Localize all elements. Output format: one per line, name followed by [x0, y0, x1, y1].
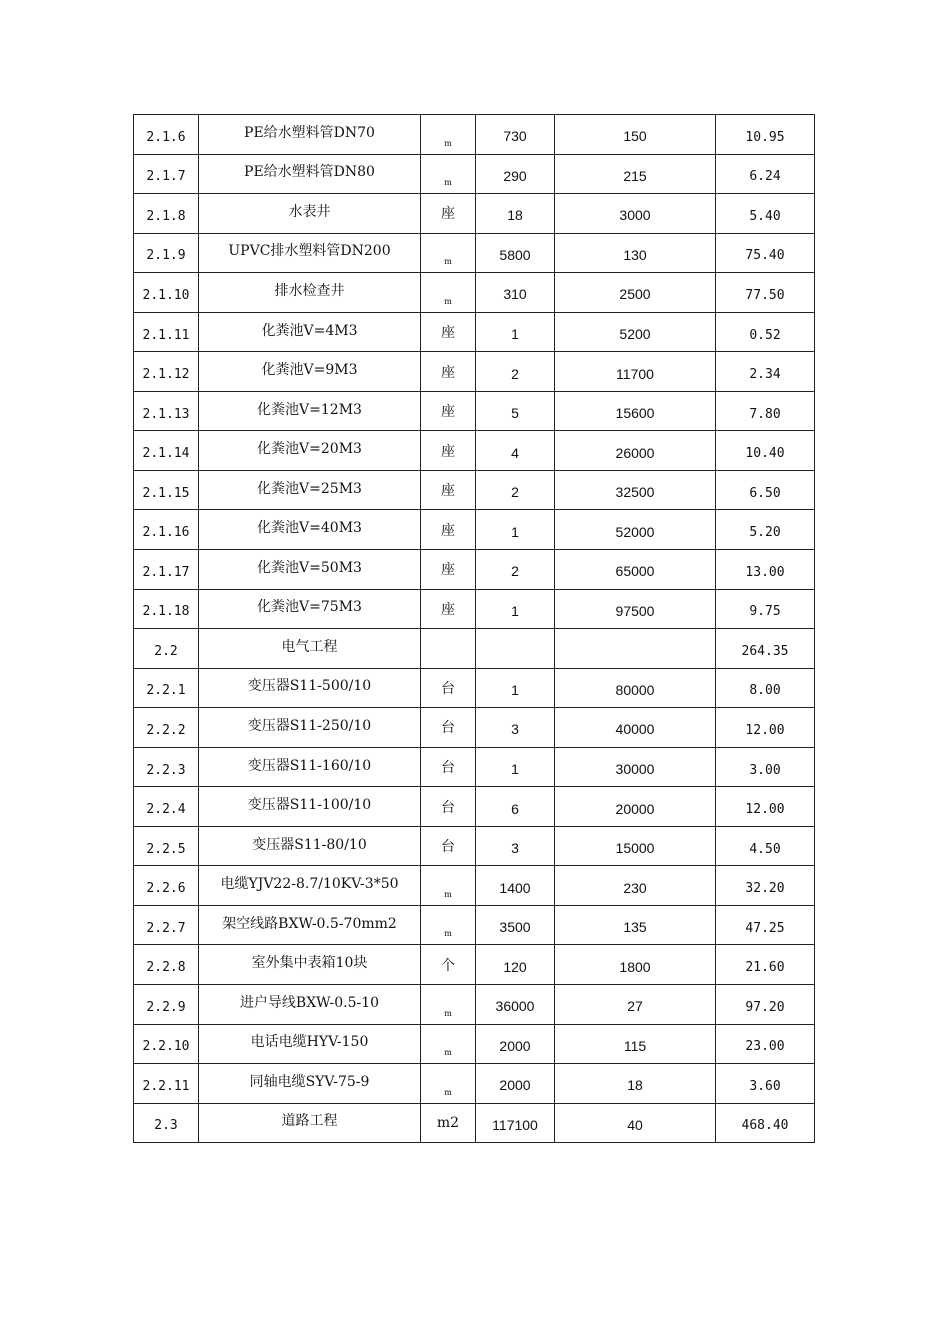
unit-cell: 台: [421, 747, 476, 787]
item-name-cell: 化粪池V=12M3: [199, 391, 421, 431]
item-name-cell: PE给水塑料管DN80: [199, 154, 421, 194]
table-row: [134, 866, 815, 906]
unit-cell: 个: [421, 945, 476, 985]
item-code-cell: 2.2.7: [134, 905, 199, 945]
unit-cell: m: [421, 985, 476, 1025]
table-row: [134, 787, 815, 827]
item-name-cell: 进户导线BXW-0.5-10: [199, 985, 421, 1025]
unit-cell: m: [421, 154, 476, 194]
total-cell: 2.34: [716, 352, 815, 392]
table-row: [134, 1024, 815, 1064]
total-cell: 6.24: [716, 154, 815, 194]
unit-price-cell: 3000: [555, 194, 716, 234]
unit-cell: m2: [421, 1103, 476, 1143]
item-name-cell: 电缆YJV22-8.7/10KV-3*50: [199, 866, 421, 906]
table-row: [134, 154, 815, 194]
table-body: [134, 115, 815, 1143]
table-row: [134, 589, 815, 629]
item-code-cell: 2.2: [134, 629, 199, 669]
unit-price-cell: [555, 629, 716, 669]
item-code-cell: 2.1.10: [134, 273, 199, 313]
total-cell: 12.00: [716, 708, 815, 748]
unit-cell: 台: [421, 787, 476, 827]
unit-cell: 座: [421, 431, 476, 471]
unit-price-cell: 15000: [555, 826, 716, 866]
unit-price-cell: 2500: [555, 273, 716, 313]
unit-price-cell: 130: [555, 233, 716, 273]
item-name-cell: 化粪池V=20M3: [199, 431, 421, 471]
quantity-cell: 1400: [476, 866, 555, 906]
table-row: [134, 1103, 815, 1143]
item-name-cell: 水表井: [199, 194, 421, 234]
item-code-cell: 2.1.9: [134, 233, 199, 273]
item-name-cell: PE给水塑料管DN70: [199, 115, 421, 155]
unit-price-cell: 40000: [555, 708, 716, 748]
total-cell: 77.50: [716, 273, 815, 313]
unit-price-cell: 115: [555, 1024, 716, 1064]
cost-estimate-table: [133, 114, 815, 1143]
total-cell: 13.00: [716, 550, 815, 590]
quantity-cell: 1: [476, 668, 555, 708]
total-cell: 6.50: [716, 470, 815, 510]
item-code-cell: 2.2.3: [134, 747, 199, 787]
quantity-cell: 2: [476, 550, 555, 590]
table-row: [134, 470, 815, 510]
unit-price-cell: 15600: [555, 391, 716, 431]
unit-price-cell: 11700: [555, 352, 716, 392]
unit-cell: 座: [421, 312, 476, 352]
item-name-cell: 变压器S11-250/10: [199, 708, 421, 748]
total-cell: 0.52: [716, 312, 815, 352]
quantity-cell: 2: [476, 352, 555, 392]
item-name-cell: 同轴电缆SYV-75-9: [199, 1064, 421, 1104]
quantity-cell: 18: [476, 194, 555, 234]
total-cell: 97.20: [716, 985, 815, 1025]
quantity-cell: 5: [476, 391, 555, 431]
quantity-cell: 5800: [476, 233, 555, 273]
item-name-cell: 室外集中表箱10块: [199, 945, 421, 985]
quantity-cell: 3: [476, 826, 555, 866]
unit-cell: 台: [421, 826, 476, 866]
item-name-cell: 化粪池V=25M3: [199, 470, 421, 510]
item-name-cell: 道路工程: [199, 1103, 421, 1143]
item-code-cell: 2.2.1: [134, 668, 199, 708]
unit-price-cell: 32500: [555, 470, 716, 510]
table-row: [134, 550, 815, 590]
item-code-cell: 2.1.14: [134, 431, 199, 471]
item-name-cell: 变压器S11-500/10: [199, 668, 421, 708]
item-code-cell: 2.1.6: [134, 115, 199, 155]
item-code-cell: 2.2.5: [134, 826, 199, 866]
table-row: [134, 115, 815, 155]
unit-price-cell: 1800: [555, 945, 716, 985]
unit-price-cell: 26000: [555, 431, 716, 471]
total-cell: 10.95: [716, 115, 815, 155]
item-code-cell: 2.1.15: [134, 470, 199, 510]
unit-price-cell: 5200: [555, 312, 716, 352]
item-name-cell: 化粪池V=40M3: [199, 510, 421, 550]
table-row: [134, 312, 815, 352]
item-name-cell: 化粪池V=75M3: [199, 589, 421, 629]
item-code-cell: 2.1.16: [134, 510, 199, 550]
unit-price-cell: 97500: [555, 589, 716, 629]
unit-cell: 台: [421, 708, 476, 748]
unit-cell: 座: [421, 510, 476, 550]
unit-cell: m: [421, 866, 476, 906]
table-row: [134, 905, 815, 945]
item-name-cell: 电气工程: [199, 629, 421, 669]
total-cell: 10.40: [716, 431, 815, 471]
item-name-cell: 变压器S11-100/10: [199, 787, 421, 827]
unit-price-cell: 40: [555, 1103, 716, 1143]
item-code-cell: 2.1.11: [134, 312, 199, 352]
item-name-cell: 排水检查井: [199, 273, 421, 313]
total-cell: 47.25: [716, 905, 815, 945]
item-code-cell: 2.2.11: [134, 1064, 199, 1104]
quantity-cell: 4: [476, 431, 555, 471]
quantity-cell: 1: [476, 589, 555, 629]
table-row: [134, 352, 815, 392]
unit-cell: 座: [421, 550, 476, 590]
table-row: [134, 826, 815, 866]
unit-cell: m: [421, 905, 476, 945]
total-cell: 5.20: [716, 510, 815, 550]
quantity-cell: 6: [476, 787, 555, 827]
quantity-cell: 290: [476, 154, 555, 194]
unit-cell: 座: [421, 391, 476, 431]
quantity-cell: 3500: [476, 905, 555, 945]
unit-price-cell: 230: [555, 866, 716, 906]
item-code-cell: 2.2.10: [134, 1024, 199, 1064]
table-row: [134, 747, 815, 787]
unit-price-cell: 18: [555, 1064, 716, 1104]
quantity-cell: 3: [476, 708, 555, 748]
quantity-cell: [476, 629, 555, 669]
item-name-cell: 变压器S11-160/10: [199, 747, 421, 787]
unit-cell: m: [421, 273, 476, 313]
unit-price-cell: 20000: [555, 787, 716, 827]
quantity-cell: 310: [476, 273, 555, 313]
total-cell: 5.40: [716, 194, 815, 234]
unit-price-cell: 52000: [555, 510, 716, 550]
total-cell: 21.60: [716, 945, 815, 985]
table-row: [134, 233, 815, 273]
quantity-cell: 1: [476, 312, 555, 352]
total-cell: 9.75: [716, 589, 815, 629]
item-name-cell: 化粪池V=4M3: [199, 312, 421, 352]
total-cell: 7.80: [716, 391, 815, 431]
item-code-cell: 2.2.9: [134, 985, 199, 1025]
unit-cell: m: [421, 1064, 476, 1104]
total-cell: 468.40: [716, 1103, 815, 1143]
total-cell: 3.60: [716, 1064, 815, 1104]
total-cell: 23.00: [716, 1024, 815, 1064]
table-row: [134, 668, 815, 708]
quantity-cell: 120: [476, 945, 555, 985]
item-name-cell: 电话电缆HYV-150: [199, 1024, 421, 1064]
unit-price-cell: 65000: [555, 550, 716, 590]
table-row: [134, 431, 815, 471]
item-name-cell: 架空线路BXW-0.5-70mm2: [199, 905, 421, 945]
item-name-cell: 化粪池V=50M3: [199, 550, 421, 590]
quantity-cell: 36000: [476, 985, 555, 1025]
table-row: [134, 1064, 815, 1104]
item-code-cell: 2.1.18: [134, 589, 199, 629]
item-code-cell: 2.2.8: [134, 945, 199, 985]
item-code-cell: 2.1.13: [134, 391, 199, 431]
item-code-cell: 2.1.8: [134, 194, 199, 234]
unit-cell: 座: [421, 194, 476, 234]
item-code-cell: 2.1.12: [134, 352, 199, 392]
unit-price-cell: 30000: [555, 747, 716, 787]
unit-cell: 座: [421, 470, 476, 510]
item-name-cell: UPVC排水塑料管DN200: [199, 233, 421, 273]
unit-price-cell: 150: [555, 115, 716, 155]
item-code-cell: 2.2.2: [134, 708, 199, 748]
total-cell: 8.00: [716, 668, 815, 708]
quantity-cell: 2: [476, 470, 555, 510]
table-row: [134, 945, 815, 985]
unit-cell: m: [421, 1024, 476, 1064]
total-cell: 3.00: [716, 747, 815, 787]
table-row: [134, 985, 815, 1025]
item-code-cell: 2.2.6: [134, 866, 199, 906]
quantity-cell: 730: [476, 115, 555, 155]
total-cell: 75.40: [716, 233, 815, 273]
item-name-cell: 变压器S11-80/10: [199, 826, 421, 866]
unit-price-cell: 135: [555, 905, 716, 945]
table-row: [134, 510, 815, 550]
unit-price-cell: 27: [555, 985, 716, 1025]
unit-price-cell: 80000: [555, 668, 716, 708]
table-row: [134, 391, 815, 431]
total-cell: 264.35: [716, 629, 815, 669]
table-row: [134, 629, 815, 669]
table-row: [134, 708, 815, 748]
quantity-cell: 117100: [476, 1103, 555, 1143]
item-code-cell: 2.1.17: [134, 550, 199, 590]
quantity-cell: 1: [476, 747, 555, 787]
item-code-cell: 2.1.7: [134, 154, 199, 194]
table-row: [134, 194, 815, 234]
item-name-cell: 化粪池V=9M3: [199, 352, 421, 392]
unit-cell: m: [421, 115, 476, 155]
total-cell: 4.50: [716, 826, 815, 866]
quantity-cell: 2000: [476, 1024, 555, 1064]
quantity-cell: 2000: [476, 1064, 555, 1104]
table-row: [134, 273, 815, 313]
unit-price-cell: 215: [555, 154, 716, 194]
total-cell: 12.00: [716, 787, 815, 827]
unit-cell: 台: [421, 668, 476, 708]
unit-cell: m: [421, 233, 476, 273]
quantity-cell: 1: [476, 510, 555, 550]
item-code-cell: 2.2.4: [134, 787, 199, 827]
total-cell: 32.20: [716, 866, 815, 906]
unit-cell: 座: [421, 589, 476, 629]
unit-cell: 座: [421, 352, 476, 392]
item-code-cell: 2.3: [134, 1103, 199, 1143]
unit-cell: [421, 629, 476, 669]
